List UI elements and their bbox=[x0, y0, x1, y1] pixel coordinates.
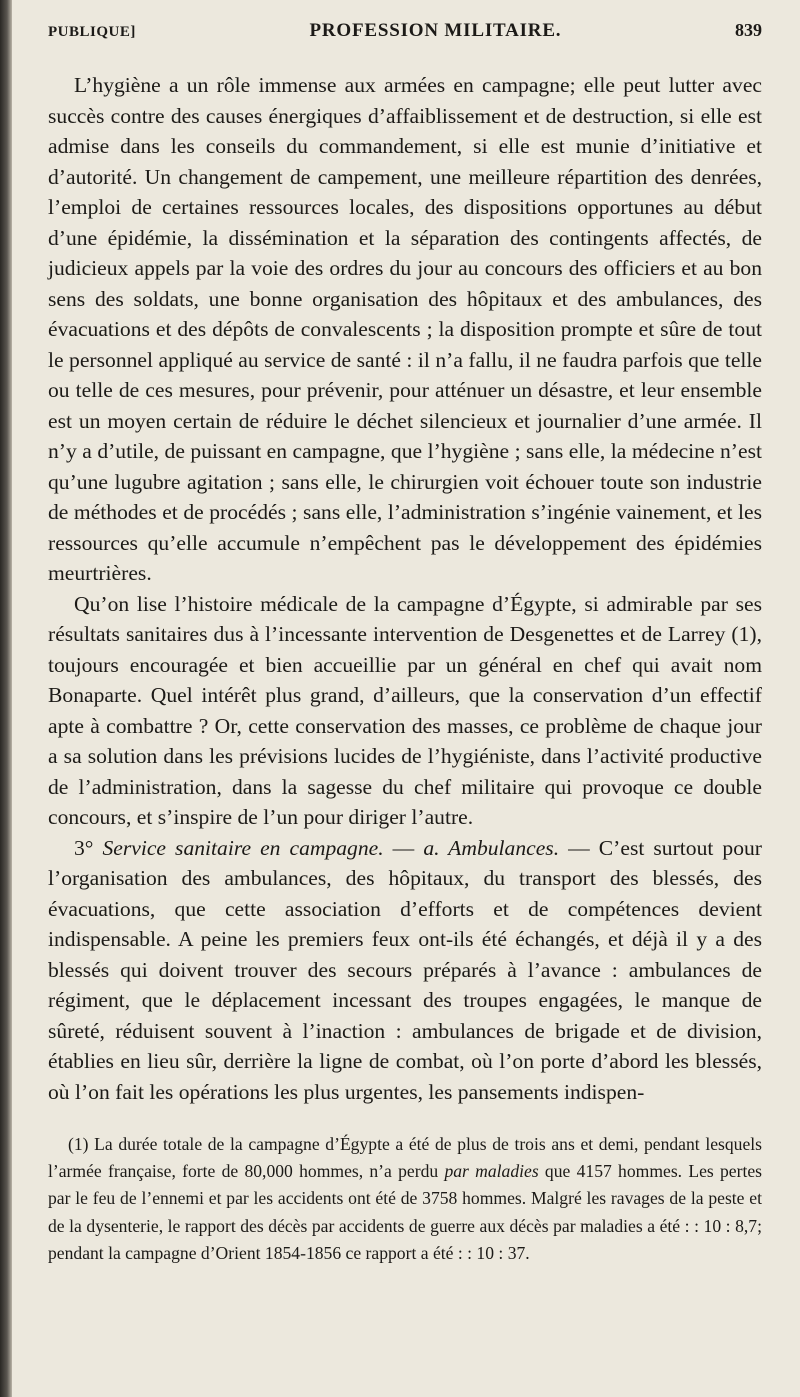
header-section-label: PUBLIQUE] bbox=[48, 24, 136, 40]
running-header bbox=[48, 20, 762, 54]
footnote-1 bbox=[48, 1131, 762, 1267]
page-number: 839 bbox=[734, 20, 762, 40]
paragraph-egypt-campaign: Qu’on lise l’histoire médicale de la campagne d’Égypte, si admirable par ses résultats sanitaires dus à l’incessante intervention de Desgenettes et de Larrey (1), toujours encouragée et bien accueillie par un général en chef qui avait nom Bonaparte. Quel intérêt plus grand, d’ailleurs, que la conservation d’un effectif apte à combattre ? Or, cette conservation des masses, ce problème de chaque jour a sa solution dans les prévisions lucides de l’hygiéniste, dans l’activité productive de l’administration, dans la sagesse du chef militaire qui provoque ce double concours, et s’inspire de l’un pour diriger l’autre. bbox=[48, 591, 762, 829]
section-number: 3° bbox=[74, 835, 94, 860]
footnote-text-start: (1) La durée totale de la campagne d’Égypte a été de plus de trois ans et demi, pendant lesquels l’armée française, forte de 80,000 hommes, n’a perdu bbox=[48, 1134, 762, 1182]
main-text bbox=[48, 70, 762, 1107]
footnotes bbox=[48, 1131, 762, 1267]
footnote-emphasis: par maladies bbox=[444, 1161, 539, 1182]
section-title: Service sanitaire en campagne. bbox=[102, 835, 384, 860]
section-dash: — bbox=[383, 835, 424, 860]
paragraph-hygiene-role: L’hygiène a un rôle immense aux armées en campagne; elle peut lutter avec succès contre des causes énergiques d’affaiblissement et de destruction, si elle est admise dans les conseils du commandement, si elle est munie d’initiative et d’autorité. Un changement de campement, une meilleure répartition des denrées, l’emploi de certaines ressources locales, des dispositions opportunes au début d’une épidémie, la dissémination et la séparation des contingents affectés, de judicieux appels par la voie des ordres du jour au concours des officiers et au bon sens des soldats, une bonne organisation des hôpitaux et des ambulances, des évacuations et des dépôts de convalescents ; la disposition prompte et sûre de tout le personnel appliqué au service de santé : il n’a fallu, il ne faudra parfois que telle ou telle de ces mesures, pour prévenir, pour atténuer un désastre, et leur ensemble est un moyen certain de réduire le déchet silencieux et journalier d’une armée. Il n’y a d’utile, de puissant en campagne, que l’hygiène ; sans elle, la médecine n’est qu’une lugubre agitation ; sans elle, le chirurgien voit échouer toute son industrie de méthodes et de procédés ; sans elle, l’administration s’ingénie vainement, et les ressources qu’elle accumule n’empêchent pas le développement des épidémies meurtrières. bbox=[48, 73, 762, 585]
header-title: PROFESSION MILITAIRE. bbox=[309, 20, 562, 41]
book-page bbox=[48, 20, 762, 1267]
book-spine-edge bbox=[0, 0, 12, 1397]
section-body: C’est surtout pour l’organisation des ambulances, des hôpitaux, du transport des blessés, des évacuations, que cette association d’efforts et de compétences devient indispensable. A peine les premiers feux ont-ils été échangés, et déjà il y a des blessés qui doivent trouver des secours préparés à l’avance : ambulances de régiment, que le déplacement incessant des troupes engagées, le manque de sûreté, réduisent souvent à l’inaction : ambulances de brigade et de division, établies en lieu sûr, derrière la ligne de combat, où l’on porte d’abord les blessés, où l’on fait les opérations les plus urgentes, les pansements indispen- bbox=[48, 835, 763, 1104]
subsection-title: a. Ambulances. bbox=[423, 835, 560, 860]
subsection-dash: — bbox=[559, 835, 599, 860]
paragraph-sanitary-service bbox=[48, 833, 762, 1108]
footnote-text-end: que 4157 hommes. Les pertes par le feu de l’ennemi et par les accidents ont été de 3758 hommes. Malgré les ravages de la peste et de la dysenterie, le rapport des décès par accidents de guerre aux décès par maladies a été : : 10 : 8,7; pendant la campagne d’Orient 1854-1856 ce rapport a été : : 10 : 37. bbox=[48, 1161, 762, 1263]
